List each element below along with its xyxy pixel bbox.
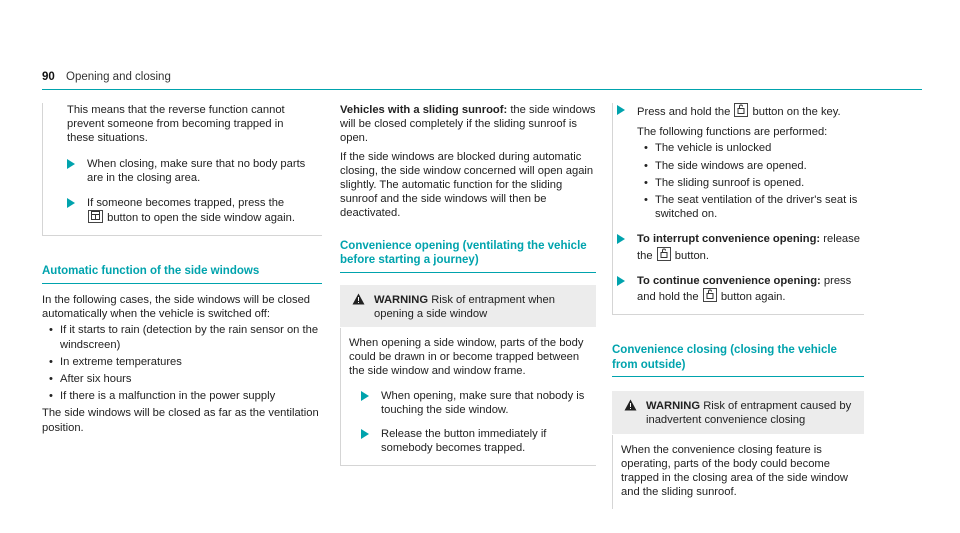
intro-text: In the following cases, the side windows will be closed automatically when the vehicle is switched off: bbox=[42, 293, 311, 321]
interrupt-label: To interrupt convenience opening: bbox=[637, 233, 821, 246]
note-box bbox=[42, 103, 322, 236]
sunroof-paragraph: Vehicles with a sliding sunroof: the side windows will be closed completely if the sliding sunroof is open. bbox=[340, 104, 596, 145]
section-heading: Automatic function of the side windows bbox=[42, 264, 322, 284]
instruction-step: If someone becomes trapped, press the button to open the side window again. bbox=[67, 196, 312, 225]
list-item: • If it starts to rain (detection by the rain sensor on the windscreen) bbox=[42, 323, 322, 351]
list-item: • After six hours bbox=[42, 372, 322, 386]
arrow-icon bbox=[361, 391, 369, 401]
list-item: • The side windows are opened. bbox=[637, 159, 864, 173]
function-list bbox=[637, 141, 864, 221]
instruction-step: When opening, make sure that nobody is touching the side window. bbox=[361, 389, 588, 417]
warning-label: WARNING bbox=[374, 293, 429, 306]
instruction-step: Release the button immediately if somebody becomes trapped. bbox=[361, 427, 588, 455]
warning-triangle-icon bbox=[624, 399, 637, 415]
list-item: • The seat ventilation of the driver's seat is switched on. bbox=[637, 193, 864, 221]
arrow-icon bbox=[617, 234, 625, 244]
instruction-step: To interrupt convenience opening: release the button. bbox=[617, 232, 864, 262]
page-header bbox=[42, 70, 171, 84]
sunroof-label: Vehicles with a sliding sunroof: bbox=[340, 104, 508, 116]
list-item: • If there is a malfunction in the power supply bbox=[42, 389, 322, 403]
warning-box bbox=[340, 285, 596, 467]
warning-triangle-icon bbox=[352, 293, 365, 309]
unlock-key-icon bbox=[657, 247, 671, 261]
arrow-icon bbox=[67, 159, 75, 169]
warning-label: WARNING bbox=[646, 400, 701, 413]
blocked-paragraph: If the side windows are blocked during automatic closing, the side window concerned will open again slightly. The automatic function for the sliding sunroof and the side windows will then be deactivated. bbox=[340, 150, 594, 220]
steps-box bbox=[612, 103, 864, 315]
section-title: Opening and closing bbox=[66, 71, 171, 83]
instruction-step: Press and hold the button on the key. The following functions are performed: • The vehicle is unlocked • The side windows are opened. • The sliding sunroof is opened. • The seat ventilation of the driver's seat is switched on. bbox=[617, 103, 864, 221]
window-icon bbox=[88, 210, 103, 223]
list-item: • The sliding sunroof is opened. bbox=[637, 176, 864, 190]
arrow-icon bbox=[617, 276, 625, 286]
column-left bbox=[42, 103, 322, 435]
unlock-key-icon bbox=[734, 103, 748, 117]
page-number: 90 bbox=[42, 71, 55, 83]
note-text: This means that the reverse function cannot prevent someone from becoming trapped in these situations. bbox=[67, 104, 285, 145]
warning-header bbox=[612, 391, 864, 434]
arrow-icon bbox=[617, 105, 625, 115]
continue-label: To continue convenience opening: bbox=[637, 274, 821, 287]
arrow-icon bbox=[361, 429, 369, 439]
instruction-step: When closing, make sure that no body parts are in the closing area. bbox=[67, 157, 312, 185]
warning-text: When the convenience closing feature is operating, parts of the body could become trapped in the closing area of the side window and the sliding sunroof. bbox=[621, 443, 849, 499]
warning-box bbox=[612, 391, 864, 509]
instruction-step: To continue convenience opening: press and hold the button again. bbox=[617, 274, 864, 304]
column-right bbox=[612, 103, 864, 509]
warning-title: Risk of entrapment when opening a side window bbox=[374, 293, 555, 320]
warning-header bbox=[340, 285, 596, 328]
column-middle bbox=[340, 103, 596, 466]
section-heading: Convenience opening (ventilating the vehicle before starting a journey) bbox=[340, 239, 596, 273]
bullet-list bbox=[42, 323, 322, 403]
warning-title: Risk of entrapment caused by inadvertent convenience closing bbox=[646, 400, 852, 427]
warning-text: When opening a side window, parts of the body could be drawn in or become trapped between the side window and window frame. bbox=[349, 337, 584, 378]
list-item: • The vehicle is unlocked bbox=[637, 141, 864, 155]
performed-text: The following functions are performed: bbox=[637, 126, 828, 139]
warning-body bbox=[340, 328, 596, 466]
closing-text: The side windows will be closed as far as the ventilation position. bbox=[42, 407, 319, 434]
section-heading: Convenience closing (closing the vehicle from outside) bbox=[612, 343, 864, 377]
list-item: • In extreme temperatures bbox=[42, 355, 322, 369]
warning-body bbox=[612, 435, 864, 510]
header-divider bbox=[42, 89, 922, 90]
arrow-icon bbox=[67, 198, 75, 208]
unlock-key-icon bbox=[703, 288, 717, 302]
